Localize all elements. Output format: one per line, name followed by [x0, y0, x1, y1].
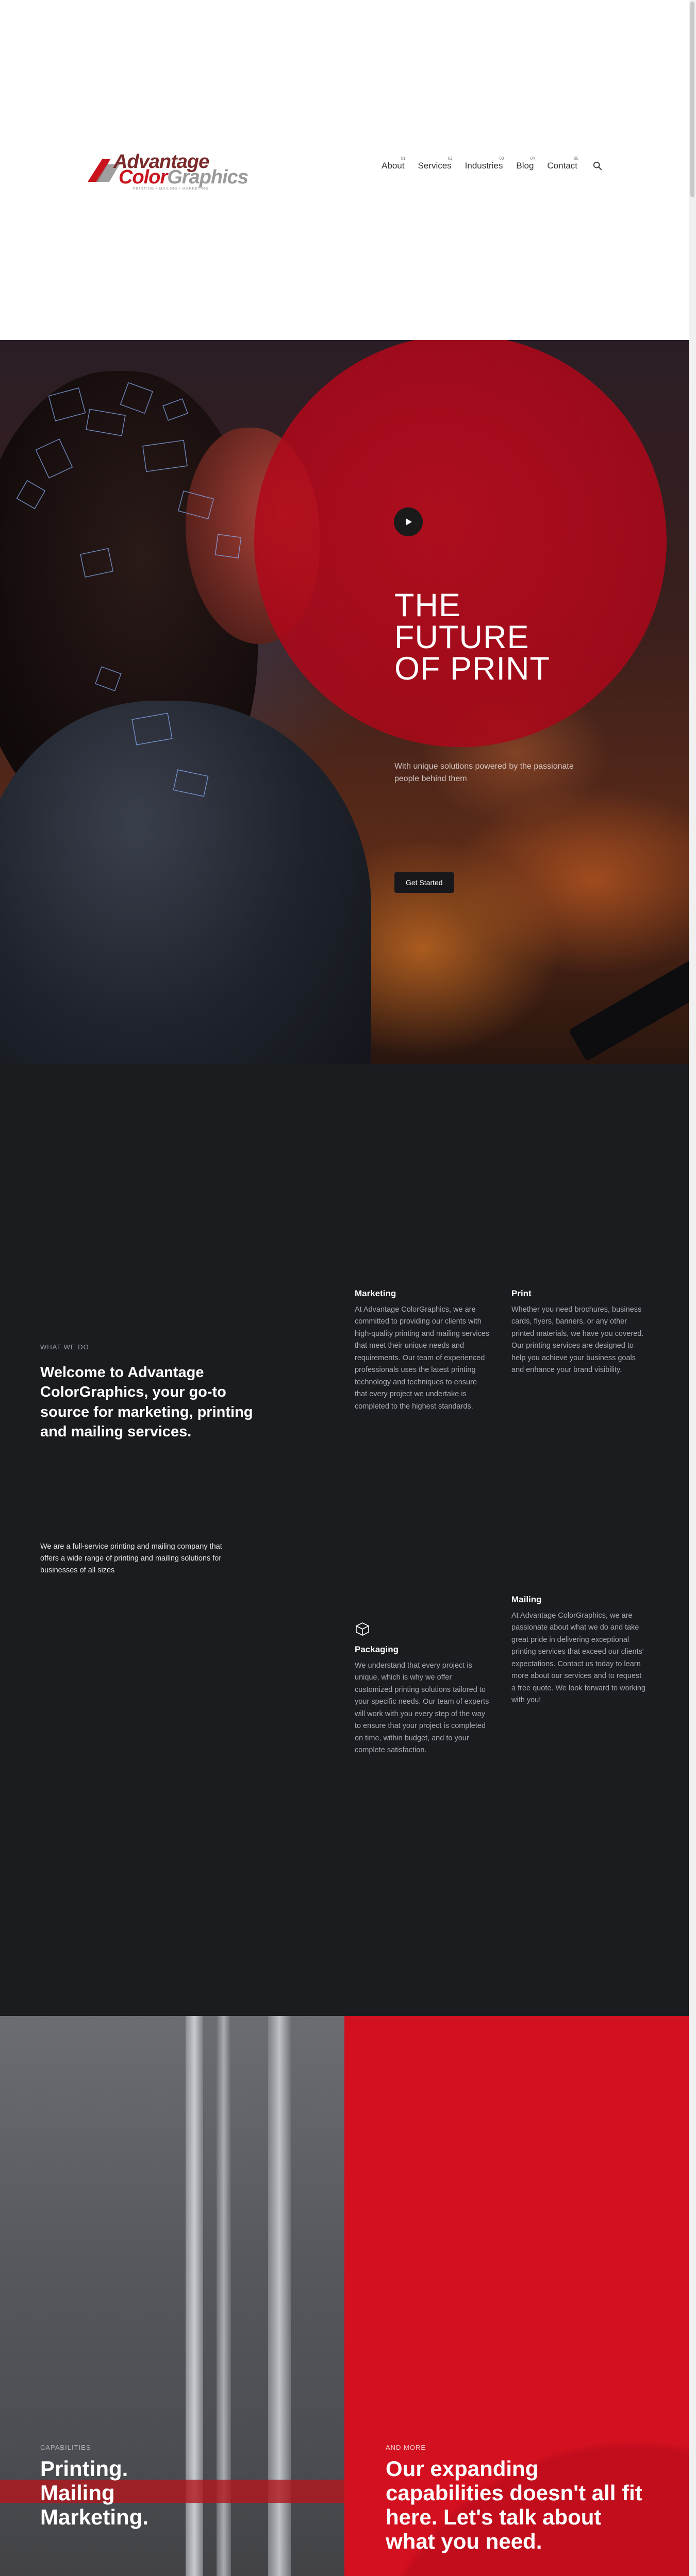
capabilities-section	[0, 2016, 696, 2576]
what-we-do-section	[0, 1064, 696, 2016]
nav-label: Blog	[516, 161, 534, 171]
site-logo[interactable]	[87, 151, 248, 191]
scrollbar-thumb[interactable]	[690, 2, 694, 197]
nav-number: 03	[499, 156, 504, 161]
service-card-marketing	[355, 1289, 490, 1413]
get-started-button[interactable]: Get Started	[394, 872, 454, 893]
service-title: Mailing	[511, 1595, 542, 1604]
nav-label: Services	[418, 161, 452, 171]
nav-item-industries[interactable]	[465, 156, 504, 171]
service-card-print	[511, 1289, 647, 1377]
section-heading: Welcome to Advantage ColorGraphics, your go-to source for marketing, printing and mailing services.	[40, 1364, 253, 1440]
and-more-heading: Our expanding capabilities doesn't all fit here. Let's talk about what you need.	[386, 2456, 642, 2554]
search-icon[interactable]	[593, 161, 602, 171]
nav-number: 04	[530, 156, 535, 161]
nav-item-blog[interactable]	[516, 156, 535, 171]
nav-number: 01	[401, 156, 406, 161]
and-more-eyebrow: AND MORE	[386, 2444, 426, 2451]
service-title: Marketing	[355, 1289, 396, 1298]
hero-title-line: THE	[394, 587, 461, 623]
hero-title	[394, 587, 611, 687]
logo-word-colorgraphics	[119, 166, 248, 189]
site-header	[0, 0, 696, 340]
capabilities-heading: Printing. Mailing Marketing.	[40, 2456, 149, 2530]
hero-title-line: FUTURE	[394, 619, 529, 655]
main-nav	[382, 156, 602, 171]
nav-number: 02	[448, 156, 453, 161]
logo-word-graphics: Graphics	[167, 166, 248, 188]
nav-number: 05	[574, 156, 578, 161]
section-eyebrow: WHAT WE DO	[40, 1343, 89, 1351]
nav-label: Industries	[465, 161, 503, 171]
service-title: Print	[511, 1289, 532, 1298]
hero-title-line: OF PRINT	[394, 651, 550, 687]
service-text: We understand that every project is unique, which is why we offer customized printing solutions tailored to your specific needs. Our team of experts will work with you every step of the way to ensure that your project is completed on time, within budget, and to your complete satisfaction.	[355, 1662, 489, 1755]
hero-subtitle: With unique solutions powered by the passionate people behind them	[394, 762, 574, 783]
box-icon	[355, 1621, 370, 1637]
hero-image-phone	[569, 953, 696, 1062]
nav-label: Contact	[547, 161, 577, 171]
nav-item-about[interactable]	[382, 156, 406, 171]
logo-word-advantage: Advantage	[113, 151, 209, 173]
nav-label: About	[382, 161, 405, 171]
service-title: Packaging	[355, 1645, 399, 1654]
hero-hologram-graphic	[10, 381, 268, 845]
page-scrollbar[interactable]	[689, 0, 696, 2576]
logo-word-color: Color	[119, 166, 168, 188]
section-intro-text: We are a full-service printing and mailing company that offers a wide range of printing and mailing solutions for businesses of all sizes	[40, 1543, 222, 1575]
service-text: At Advantage ColorGraphics, we are passionate about what we do and take great pride in delivering exceptional printing services that exceed our clients' expectations. Contact us today to learn more about our services and to request a free quote. We look forward to working with you!	[511, 1612, 646, 1705]
logo-tagline: PRINTING • MAILING • MARKETING	[133, 187, 209, 191]
hero-section	[0, 340, 696, 1064]
service-text: Whether you need brochures, business cards, flyers, banners, or any other printed materials, we have you covered. Our printing services are designed to help you achieve your business goals and enhance your brand visibility.	[511, 1306, 644, 1375]
play-icon	[404, 517, 413, 527]
capabilities-eyebrow: CAPABILITIES	[40, 2444, 91, 2451]
service-card-mailing	[511, 1595, 647, 1707]
nav-item-services[interactable]	[418, 156, 453, 171]
play-video-button[interactable]	[394, 507, 423, 536]
service-text: At Advantage ColorGraphics, we are committed to providing our clients with high-quality printing and mailing services that meet their unique needs and requirements. Our team of experienced professionals uses the latest printing technology and techniques to ensure that every project we undertake is completed to the highest standards.	[355, 1306, 490, 1411]
nav-item-contact[interactable]	[547, 156, 578, 171]
service-card-packaging	[355, 1621, 490, 1757]
